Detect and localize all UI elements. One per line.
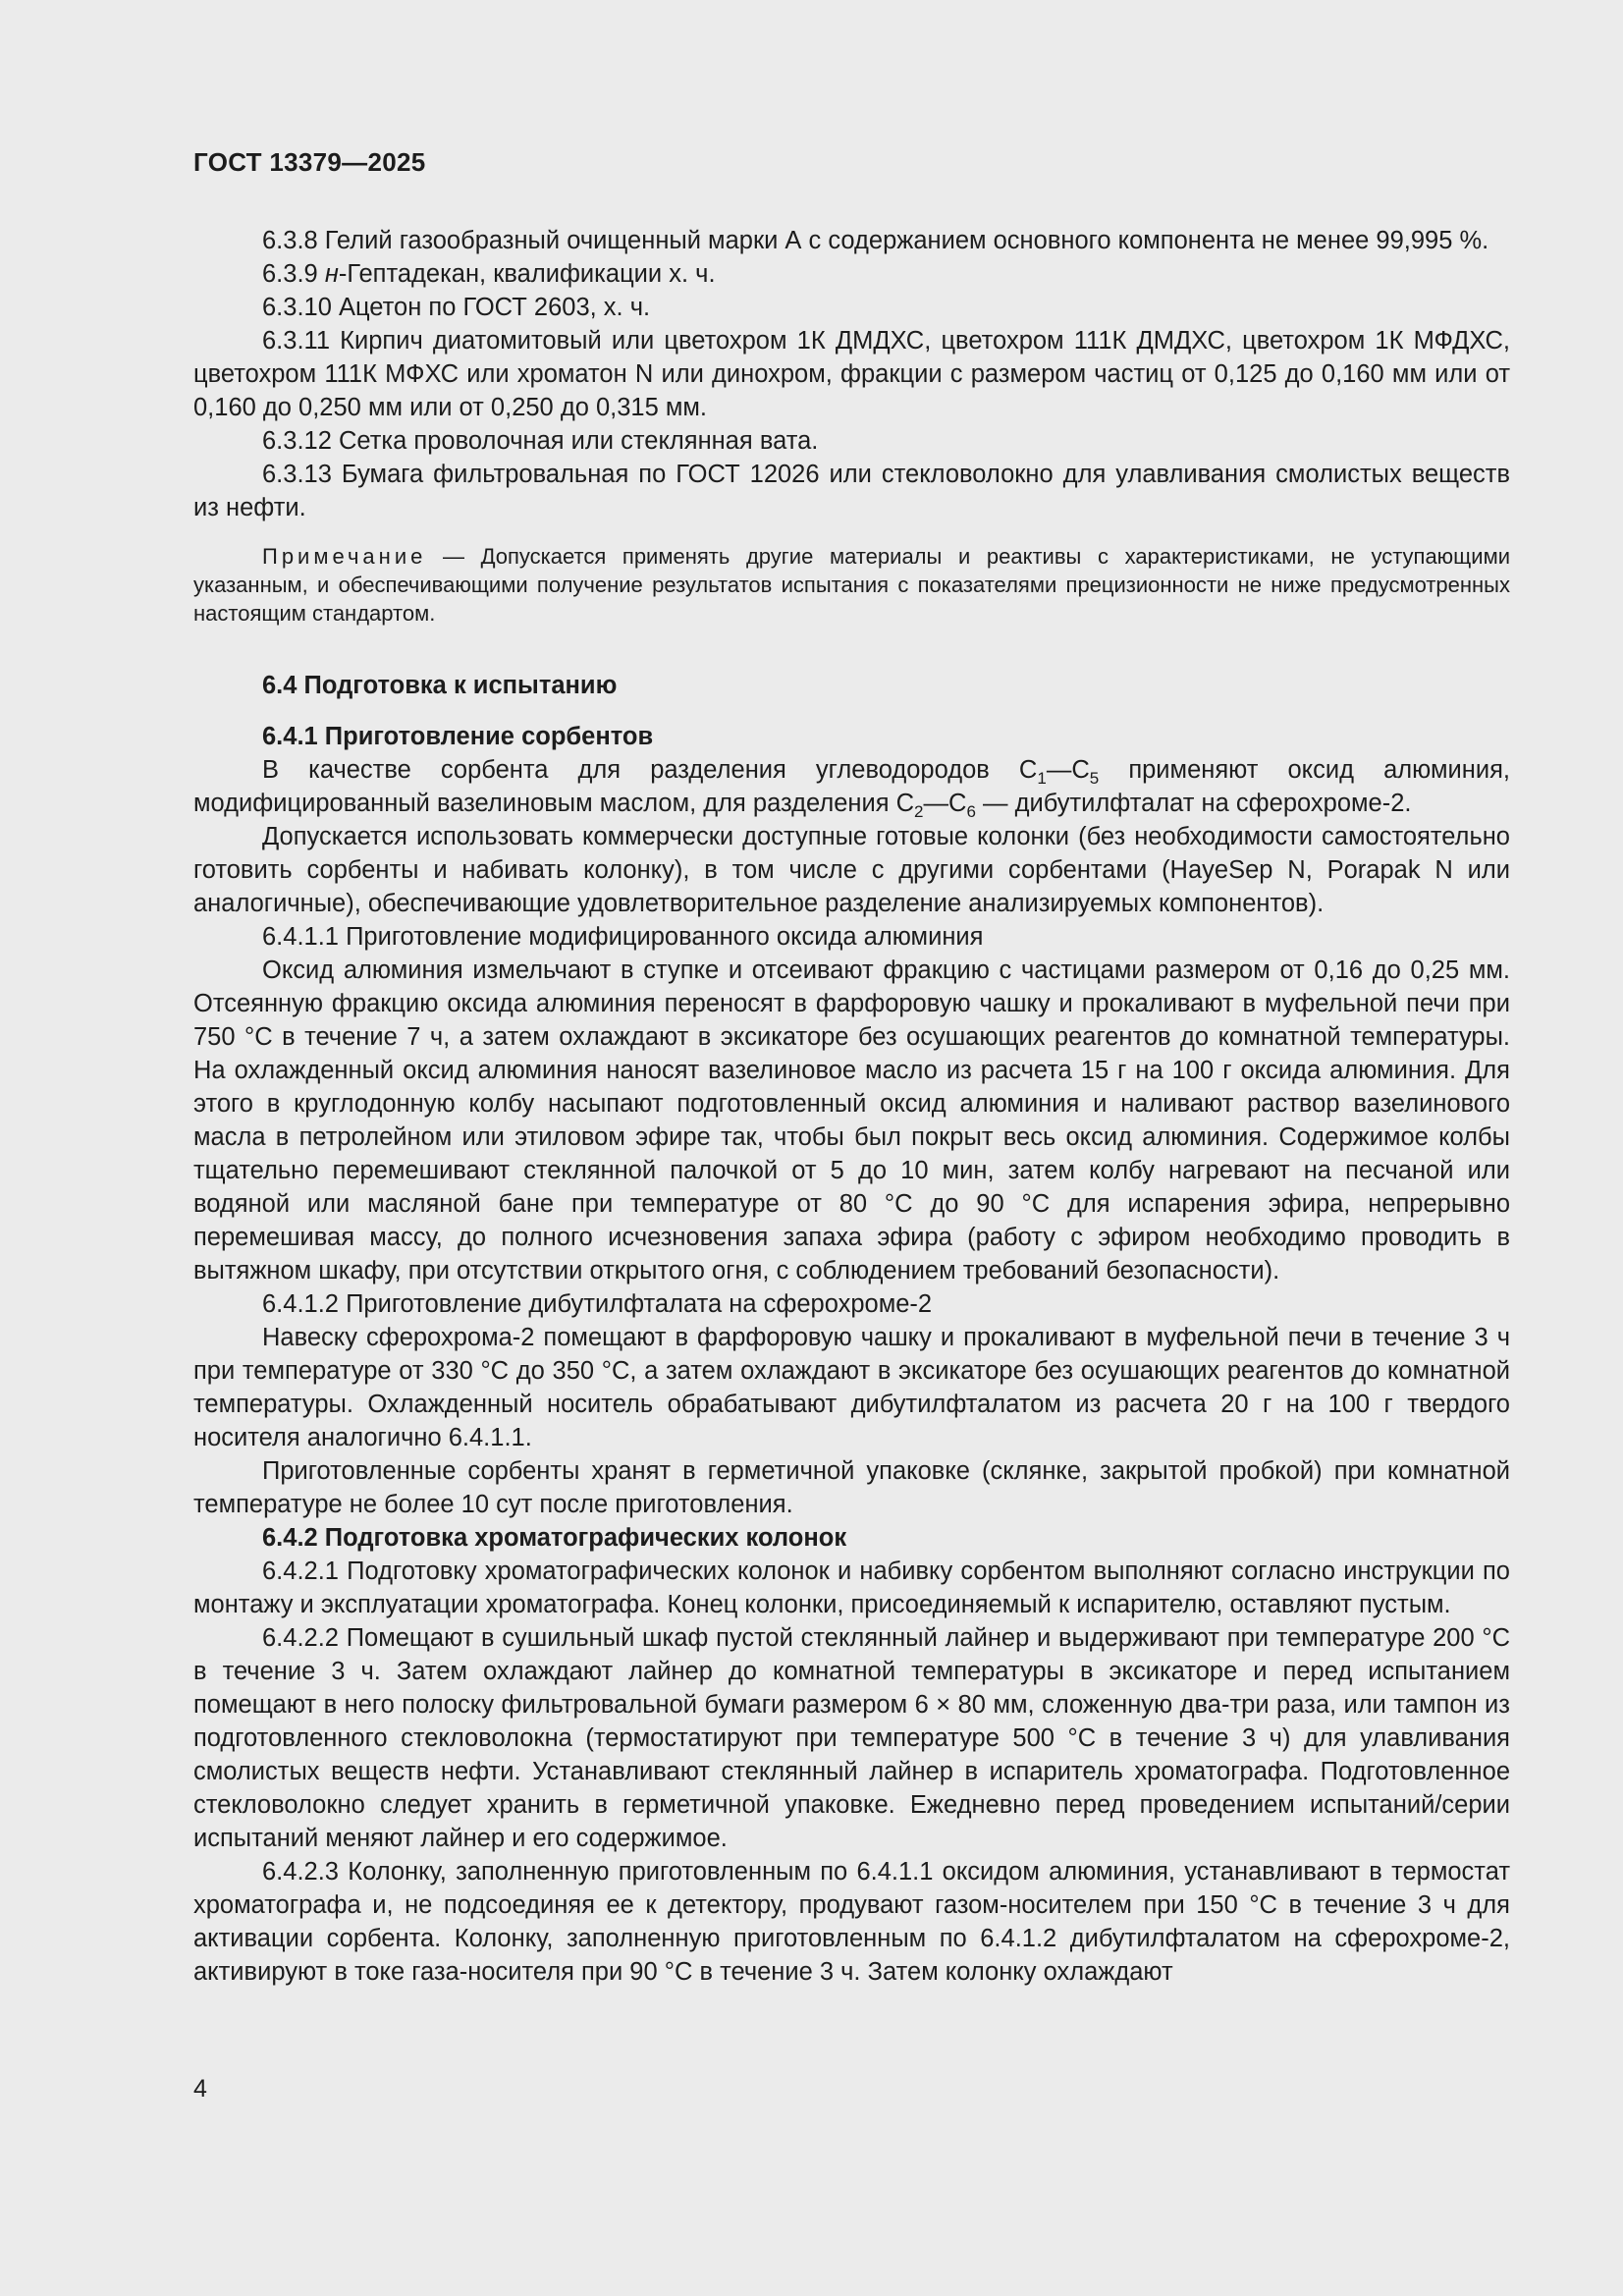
- subsection-heading-6-4-2: 6.4.2 Подготовка хроматографических колонок: [262, 1524, 847, 1552]
- note-block: [193, 542, 1510, 628]
- page-number: 4: [193, 2075, 207, 2103]
- italic-letter: н: [324, 260, 339, 288]
- text-run: —С: [923, 790, 967, 817]
- note-text: — Допускается применять другие материалы и реактивы с характеристиками, не уступающими указанным, и обеспечивающими получение результатов испытания с показателями прецизионности не ниже предусмотренных настоящим стандартом.: [193, 544, 1510, 626]
- document-body: [193, 224, 1510, 1989]
- paragraph-6-3-8: 6.3.8 Гелий газообразный очищенный марки А с содержанием основного компонента не менее 99,995 %.: [262, 227, 1489, 254]
- subscript: 6: [966, 802, 976, 821]
- text-run: —С: [1046, 756, 1090, 784]
- note-label: Примечание: [262, 544, 427, 569]
- paragraph-text: -Гептадекан, квалификации х. ч.: [338, 260, 716, 288]
- paragraph-commercial-columns: Допускается использовать коммерчески доступные готовые колонки (без необходимости самостоятельно готовить сорбенты и набивать колонку), в том числе с другими сорбентами (HayeSep N, Porapak N или аналогичные), обеспечивающие удовлетворительное разделение анализируемых компонентов).: [193, 823, 1510, 917]
- subscript: 5: [1089, 769, 1100, 788]
- paragraph-6-4-1-1-body: Оксид алюминия измельчают в ступке и отсеивают фракцию с частицами размером от 0,16 до 0,25 мм. Отсеянную фракцию оксида алюминия переносят в фарфоровую чашку и прокаливают в муфельной печи при 750 °С в течение 7 ч, а затем охлаждают в эксикаторе без осушающих реагентов до комнатной температуры. На охлажденный оксид алюминия наносят вазелиновое масло из расчета 15 г на 100 г оксида алюминия. Для этого в круглодонную колбу насыпают подготовленный оксид алюминия и наливают раствор вазелинового масла в петролейном или этиловом эфире так, чтобы был покрыт весь оксид алюминия. Содержимое колбы тщательно перемешивают стеклянной палочкой от 5 до 10 мин, затем колбу нагревают на песчаной или водяной или масляной бане при температуре от 80 °С до 90 °С для испарения эфира, непрерывно перемешивая массу, до полного исчезновения запаха эфира (работу с эфиром необходимо проводить в вытяжном шкафу, при отсутствии открытого огня, с соблюдением требований безопасности).: [193, 957, 1510, 1285]
- subscript: 1: [1037, 769, 1047, 788]
- paragraph-6-4-2-3: 6.4.2.3 Колонку, заполненную приготовленным по 6.4.1.1 оксидом алюминия, устанавливают в термостат хроматографа и, не подсоединяя ее к детектору, продувают газом-носителем при 150 °С в течение 3 ч для активации сорбента. Колонку, заполненную приготовленным по 6.4.1.2 дибутилфталатом на сферохроме-2, активируют в токе газа-носителя при 90 °С в течение 3 ч. Затем колонку охлаждают: [193, 1858, 1510, 1986]
- paragraph-6-3-12: 6.3.12 Сетка проволочная или стеклянная вата.: [262, 427, 819, 455]
- document-header: ГОСТ 13379—2025: [193, 147, 426, 177]
- paragraph-6-3-9: [193, 257, 1510, 291]
- subsection-heading-6-4-1: 6.4.1 Приготовление сорбентов: [262, 723, 654, 750]
- paragraph-sorbent-storage: Приготовленные сорбенты хранят в герметичной упаковке (склянке, закрытой пробкой) при комнатной температуре не более 10 сут после приготовления.: [193, 1457, 1510, 1518]
- paragraph-6-4-2-1: 6.4.2.1 Подготовку хроматографических колонок и набивку сорбентом выполняют согласно инструкции по монтажу и эксплуатации хроматографа. Конец колонки, присоединяемый к испарителю, оставляют пустым.: [193, 1558, 1510, 1618]
- section-heading-6-4: 6.4 Подготовка к испытанию: [262, 672, 618, 699]
- paragraph-number: 6.3.9: [262, 260, 325, 288]
- text-run: применяют оксид алюминия, модифицированный вазелиновым маслом, для разделения С: [193, 756, 1510, 817]
- paragraph-6-3-11: 6.3.11 Кирпич диатомитовый или цветохром 1К ДМДХС, цветохром 111К ДМДХС, цветохром 1К МФДХС, цветохром 111К МФХС или хроматон N или динохром, фракции с размером частиц от 0,125 до 0,160 мм или от 0,160 до 0,250 мм или от 0,250 до 0,315 мм.: [193, 327, 1510, 421]
- paragraph-6-3-13: 6.3.13 Бумага фильтровальная по ГОСТ 12026 или стекловолокно для улавливания смолистых веществ из нефти.: [193, 461, 1510, 521]
- text-run: В качестве сорбента для разделения углеводородов С: [262, 756, 1038, 784]
- paragraph-6-3-10: 6.3.10 Ацетон по ГОСТ 2603, х. ч.: [262, 294, 651, 321]
- paragraph-heading-6-4-1-2: 6.4.1.2 Приготовление дибутилфталата на сферохроме-2: [262, 1290, 933, 1318]
- text-run: — дибутилфталат на сферохроме-2.: [975, 790, 1412, 817]
- paragraph-6-4-1-2-body: Навеску сферохрома-2 помещают в фарфоровую чашку и прокаливают в муфельной печи в течение 3 ч при температуре от 330 °С до 350 °С, а затем охлаждают в эксикаторе без осушающих реагентов до комнатной температуры. Охлажденный носитель обрабатывают дибутилфталатом из расчета 20 г на 100 г твердого носителя аналогично 6.4.1.1.: [193, 1324, 1510, 1451]
- paragraph-6-4-2-2: 6.4.2.2 Помещают в сушильный шкаф пустой стеклянный лайнер и выдерживают при температуре 200 °С в течение 3 ч. Затем охлаждают лайнер до комнатной температуры в эксикаторе и перед испытанием помещают в него полоску фильтровальной бумаги размером 6 × 80 мм, сложенную два-три раза, или тампон из подготовленного стекловолокна (термостатируют при температуре 500 °С в течение 3 ч) для улавливания смолистых веществ нефти. Устанавливают стеклянный лайнер в испаритель хроматографа. Подготовленное стекловолокно следует хранить в герметичной упаковке. Ежедневно перед проведением испытаний/серии испытаний меняют лайнер и его содержимое.: [193, 1624, 1510, 1852]
- paragraph-heading-6-4-1-1: 6.4.1.1 Приготовление модифицированного оксида алюминия: [262, 923, 984, 951]
- paragraph-sorbent-choice: [193, 753, 1510, 820]
- subscript: 2: [914, 802, 924, 821]
